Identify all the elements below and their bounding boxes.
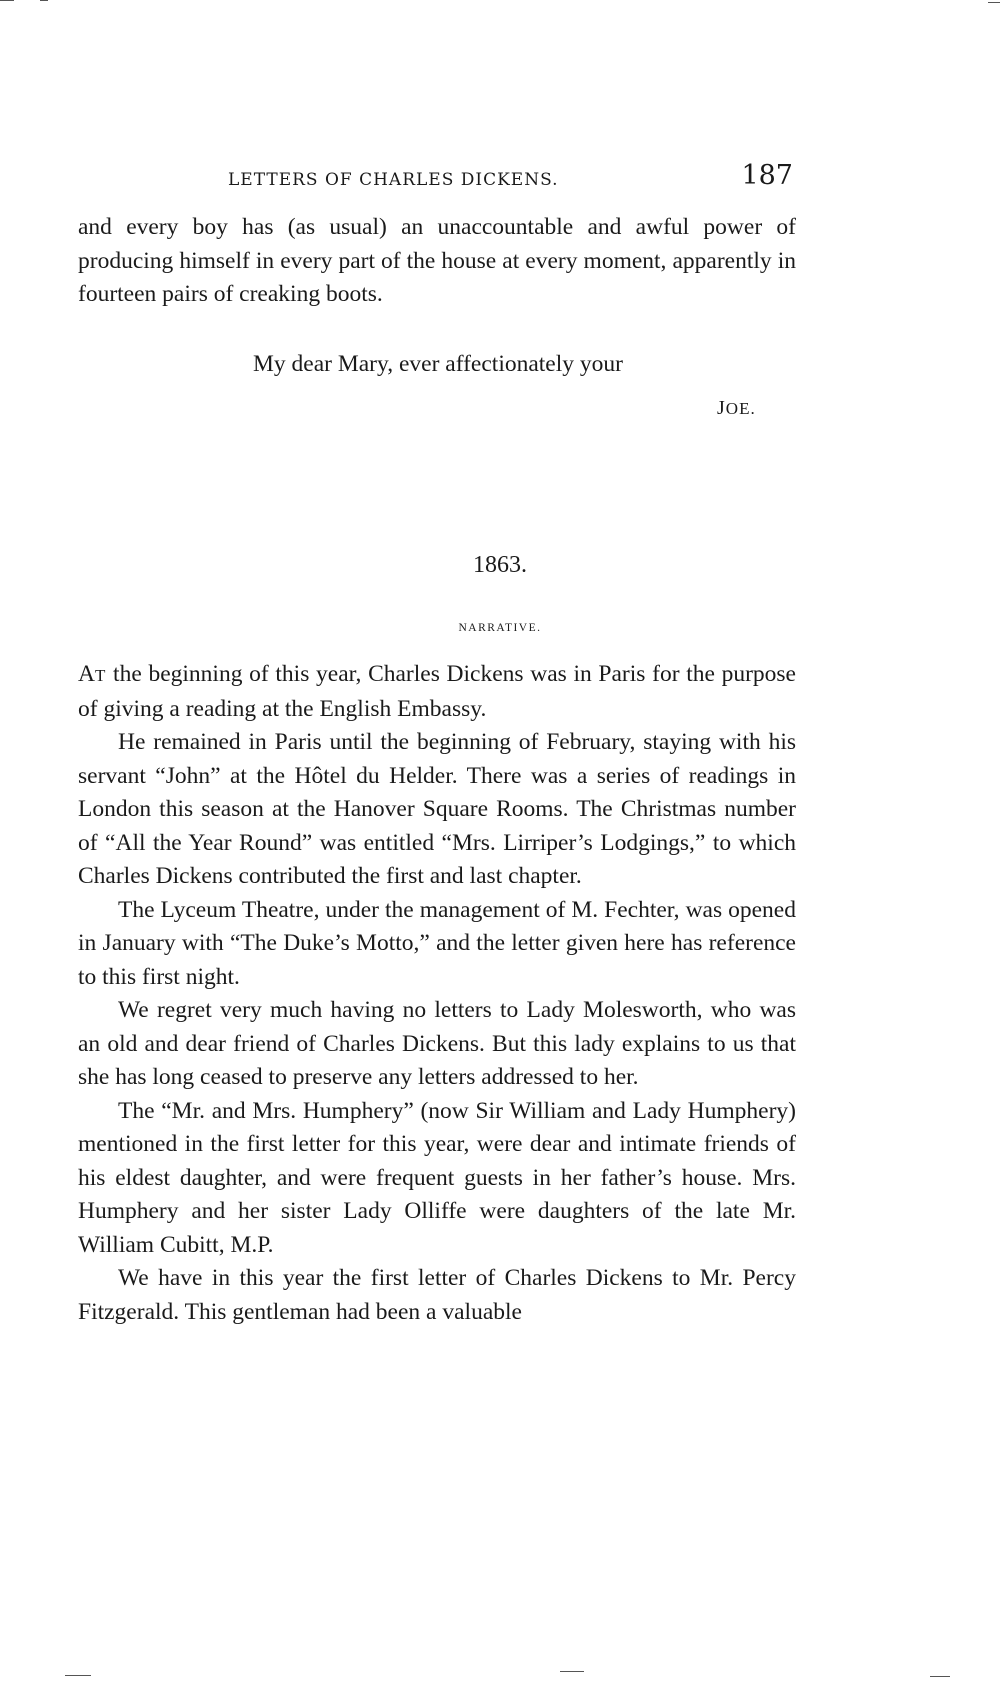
narrative-paragraph-4: We regret very much having no letters to Lady Molesworth, who was an old and dear friend of Charles Dickens. But this lady explains to us that she has long ceased to preserve any letters addressed to her. (78, 997, 796, 1090)
running-title: LETTERS OF CHARLES DICKENS. (228, 170, 559, 190)
letter-closing: My dear Mary, ever affectionately your (253, 351, 623, 377)
letter-end-paragraph: and every boy has (as usual) an unaccountable and awful power of producing himself in every part of the house at every moment, apparently in fourteen pairs of creaking boots. (78, 214, 796, 307)
scan-speck (0, 0, 14, 1)
narrative-paragraph-6: We have in this year the first letter of Charles Dickens to Mr. Percy Fitzgerald. This gentleman had been a valuable (78, 1265, 796, 1325)
paragraph-dropcap: A (78, 661, 95, 687)
signature-rest: OE. (725, 399, 756, 418)
section-year: 1863. (473, 552, 527, 578)
section-label: NARRATIVE. (458, 622, 542, 634)
narrative-paragraph-3: The Lyceum Theatre, under the management of M. Fechter, was opened in January with “The Duke’s Motto,” and the letter given here has reference to this first night. (78, 896, 796, 990)
paragraph-smallcaps: T (94, 666, 107, 685)
narrative-paragraph-2: He remained in Paris until the beginning of February, staying with his servant “John” at the Hôtel du Helder. There was a series of readings in London this season at the Hanover Square Rooms. The Christmas number of “All the Year Round” was entitled “Mrs. Lirriper’s Lodgings,” to which Charles Dickens contributed the first and last chapter. (78, 729, 796, 889)
narrative-paragraph-1 (78, 658, 796, 726)
scan-speck (988, 2, 1000, 3)
scan-speck (930, 1676, 950, 1677)
letter-end-block (78, 211, 796, 312)
narrative-body (78, 658, 796, 1329)
scan-speck (40, 0, 48, 1)
scan-speck (65, 1675, 91, 1676)
paragraph-rest: the beginning of this year, Charles Dickens was in Paris for the purpose of giving a reading at the English Embassy. (78, 661, 796, 722)
signature-initial: J (717, 397, 726, 419)
page-number: 187 (741, 160, 793, 191)
scan-speck (560, 1671, 584, 1672)
narrative-paragraph-5: The “Mr. and Mrs. Humphery” (now Sir William and Lady Humphery) mentioned in the first letter for this year, were dear and intimate friends of his eldest daughter, and were frequent guests in her father’s house. Mrs. Humphery and her sister Lady Olliffe were daughters of the late Mr. William Cubitt, M.P. (78, 1097, 796, 1258)
letter-signature (717, 397, 756, 420)
running-head (78, 160, 793, 200)
